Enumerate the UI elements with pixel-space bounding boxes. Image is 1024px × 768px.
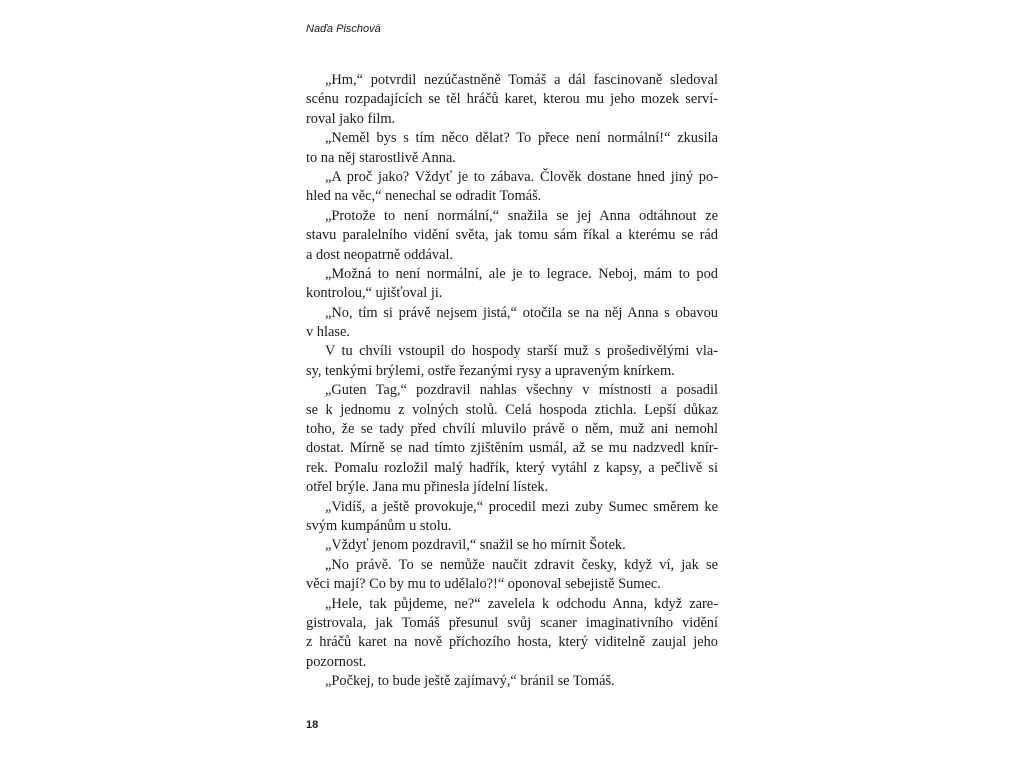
- text-line: rek. Pomalu rozložil malý hadřík, který vytáhl z kapsy, a pečlivě si: [306, 459, 718, 476]
- text-line: sy, tenkými brýlemi, ostře řezanými rysy a upraveným knírkem.: [306, 362, 675, 379]
- text-line: toho, že se tady před chvílí mluvilo právě o něm, muž ani nemohl: [306, 421, 718, 438]
- text-line: dostat. Mírně se nad tímto zjištěním usmál, až se mu nadzvedl knír-: [306, 440, 718, 457]
- page-number: 18: [306, 719, 319, 731]
- running-head-author: Naďa Pischová: [306, 23, 381, 35]
- text-line: se k jednomu z volných stolů. Celá hospoda ztichla. Lepší důkaz: [306, 401, 718, 418]
- text-line: „No, tím si právě nejsem jistá,“ otočila se na něj Anna s obavou: [325, 304, 718, 321]
- text-line: roval jako film.: [306, 110, 396, 127]
- text-line: gistrovala, jak Tomáš přesunul svůj scaner imaginativního vidění: [306, 614, 718, 631]
- text-line: „No právě. To se nemůže naučit zdravit česky, když ví, jak se: [325, 556, 718, 573]
- text-line: svým kumpánům u stolu.: [306, 517, 452, 534]
- text-line: věci mají? Co by mu to udělalo?!“ oponoval sebejistě Sumec.: [306, 576, 661, 593]
- text-line: V tu chvíli vstoupil do hospody starší muž s prošedivělými vla-: [325, 343, 718, 360]
- text-line: z hráčů karet na nově příchozího hosta, který viditelně zaujal jeho: [306, 634, 718, 651]
- text-line: v hlase.: [306, 324, 350, 341]
- text-line: a dost neopatrně oddával.: [306, 246, 454, 263]
- text-line: pozornost.: [306, 653, 367, 670]
- text-line: „Vidíš, a ještě provokuje,“ procedil mezi zuby Sumec směrem ke: [325, 498, 718, 515]
- text-line: otřel brýle. Jana mu přinesla jídelní lístek.: [306, 479, 549, 496]
- text-line: „Neměl bys s tím něco dělat? To přece není normální!“ zkusila: [325, 130, 718, 147]
- text-line: stavu paralelního vidění světa, jak tomu sám říkal a kterému se rád: [306, 227, 718, 244]
- text-line: to na něj starostlivě Anna.: [306, 149, 456, 166]
- text-line: „Guten Tag,“ pozdravil nahlas všechny v místnosti a posadil: [325, 382, 718, 399]
- text-line: „Možná to není normální, ale je to legrace. Neboj, mám to pod: [325, 265, 718, 282]
- text-line: „Protože to není normální,“ snažila se jej Anna odtáhnout ze: [325, 207, 718, 224]
- text-line: „Vždyť jenom pozdravil,“ snažil se ho mírnit Šotek.: [325, 537, 626, 554]
- text-line: kontrolou,“ ujišťoval ji.: [306, 285, 443, 302]
- text-line: „A proč jako? Vždyť je to zábava. Člověk dostane hned jiný po-: [325, 168, 718, 185]
- text-line: „Hele, tak půjdeme, ne?“ zavelela k odchodu Anna, když zare-: [325, 595, 718, 612]
- body-text: [306, 71, 718, 692]
- text-line: „Hm,“ potvrdil nezúčastněně Tomáš a dál fascinovaně sledoval: [325, 72, 718, 88]
- text-line: „Počkej, to bude ještě zajímavý,“ bránil se Tomáš.: [325, 673, 615, 690]
- text-line: hled na věc,“ nenechal se odradit Tomáš.: [306, 188, 542, 205]
- text-line: scénu rozpadajících se těl hráčů karet, kterou mu jeho mozek serví-: [306, 91, 718, 108]
